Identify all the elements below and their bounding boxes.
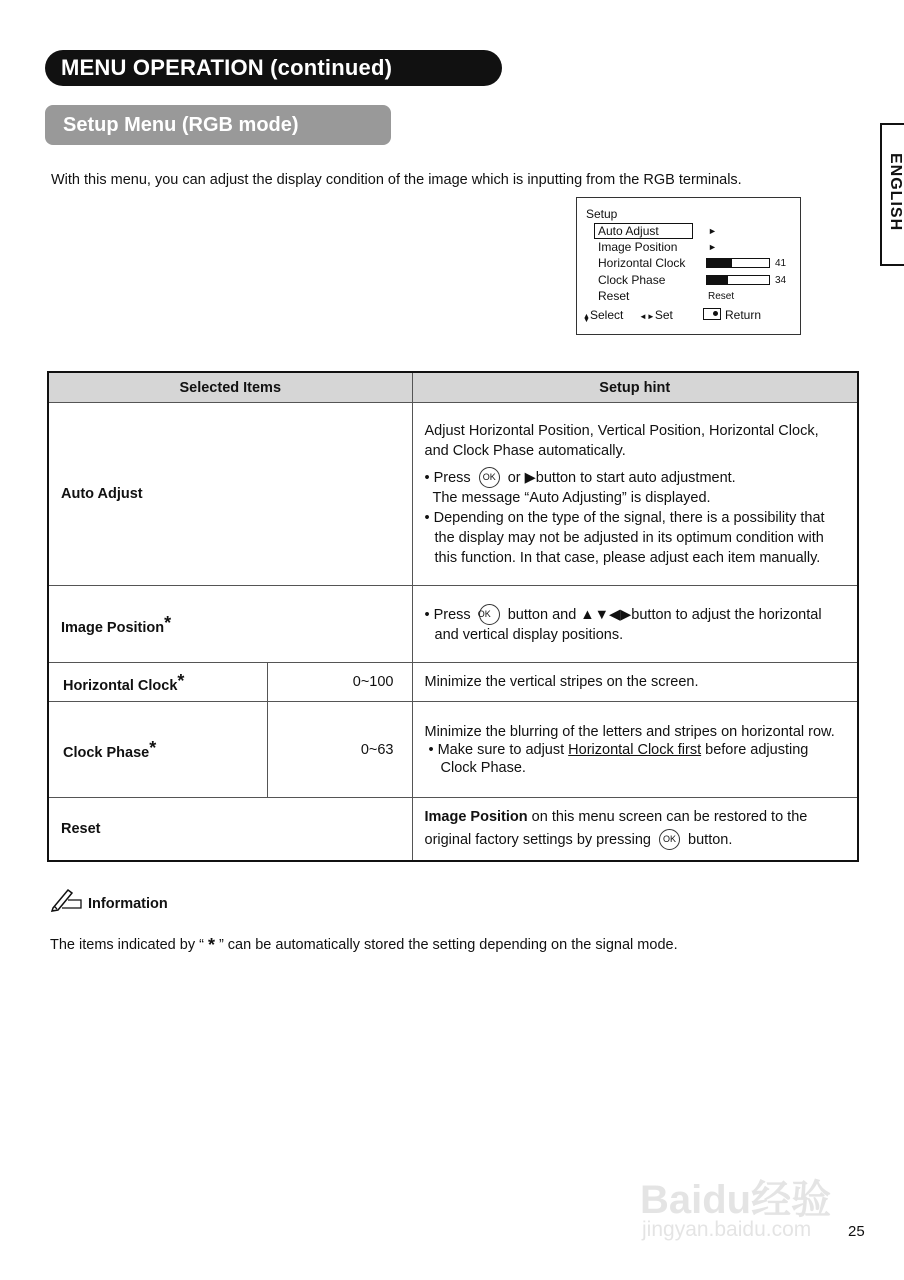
- asterisk-mark: *: [164, 612, 172, 633]
- information-heading-label: Information: [88, 896, 168, 912]
- osd-item-clock-phase: [594, 272, 787, 288]
- item-label: Horizontal Clock: [63, 677, 178, 694]
- intro-paragraph: With this menu, you can adjust the display condition of the image which is inputting from the RGB terminals.: [51, 172, 742, 188]
- osd-level-fill: [707, 259, 732, 267]
- hint-text: Adjust Horizontal Position, Vertical Position, Horizontal Clock, and Clock Phase automatically.: [424, 422, 819, 459]
- hint-text: before adjusting Clock Phase.: [440, 741, 809, 776]
- hint-text: The message “Auto Adjusting” is displayed.: [432, 489, 711, 506]
- hint-text: • Press: [424, 606, 471, 623]
- osd-level-bar: [706, 258, 770, 268]
- hint-underlined-text: Horizontal Clock first: [568, 741, 702, 758]
- osd-footer-select-label: Select: [590, 308, 624, 322]
- osd-item-label: Clock Phase: [598, 273, 666, 287]
- watermark-url: jingyan.baidu.com: [642, 1218, 812, 1241]
- osd-footer-set: [639, 308, 673, 322]
- hint-text: • Make sure to adjust: [428, 741, 569, 758]
- ok-button-icon: OK: [479, 604, 500, 625]
- range-horizontal-clock: 0~100: [267, 663, 412, 702]
- left-right-arrow-icon: ◄►: [639, 312, 655, 321]
- osd-title: Setup: [586, 207, 618, 221]
- subsection-title-banner: Setup Menu (RGB mode): [45, 105, 391, 145]
- asterisk-mark: *: [177, 670, 185, 691]
- hint-text: button and ▲▼◀▶button to adjust the horizontal and vertical display positions.: [434, 606, 822, 643]
- table-row-clock-phase: [48, 702, 858, 798]
- hint-bullet: • Depending on the type of the signal, there is a possibility that the display may not be adjusted in its optimum condition with this function. In that case, please adjust each item manually.: [424, 509, 825, 566]
- ok-button-icon: OK: [659, 829, 680, 850]
- hint-text: Minimize the blurring of the letters and stripes on horizontal row.: [424, 723, 835, 740]
- osd-arrow-right-icon: ►: [708, 242, 717, 252]
- osd-setup-menu: [576, 197, 801, 335]
- table-row-reset: [48, 798, 858, 862]
- osd-footer-return-label: Return: [725, 308, 762, 322]
- item-label: Image Position: [61, 619, 165, 636]
- table-header-row: [48, 372, 858, 403]
- up-down-arrow-icon: ▲▼: [583, 313, 590, 321]
- range-clock-phase: 0~63: [267, 702, 412, 798]
- page-number: 25: [848, 1223, 865, 1240]
- header-setup-hint: Setup hint: [412, 372, 858, 403]
- hint-bullet: [425, 467, 846, 488]
- item-image-position: [48, 586, 412, 663]
- hint-text: button.: [688, 832, 733, 848]
- hint-horizontal-clock: Minimize the vertical stripes on the screen.: [412, 663, 858, 702]
- baidu-watermark: [640, 1148, 850, 1248]
- return-button-icon: [703, 308, 721, 320]
- osd-arrow-right-icon: ►: [708, 226, 717, 236]
- hint-text: • Press: [424, 469, 471, 486]
- item-clock-phase: [48, 702, 267, 798]
- hint-reset: [412, 798, 858, 862]
- osd-item-reset: [594, 288, 784, 304]
- osd-item-label: Reset: [598, 289, 630, 303]
- asterisk-mark: *: [149, 738, 157, 758]
- language-tab-label: ENGLISH: [887, 153, 904, 232]
- osd-level-value: 34: [775, 275, 787, 286]
- info-text: The items indicated by “: [50, 937, 204, 953]
- hint-image-position: [412, 586, 858, 663]
- table-row-horizontal-clock: [48, 663, 858, 702]
- osd-level-fill: [707, 276, 728, 284]
- asterisk-mark: *: [207, 935, 215, 955]
- item-label: Clock Phase: [63, 745, 150, 761]
- info-text: ” can be automatically stored the setting depending on the signal mode.: [218, 937, 678, 953]
- hint-bold-text: Image Position: [424, 809, 528, 825]
- table-row-auto-adjust: [48, 403, 858, 586]
- osd-item-image-position: [594, 239, 784, 255]
- table-row-image-position: [48, 586, 858, 663]
- osd-item-label: Horizontal Clock: [598, 256, 686, 270]
- osd-item-label: Image Position: [598, 240, 678, 254]
- osd-item-label: Auto Adjust: [594, 223, 693, 239]
- header-selected-items: Selected Items: [48, 372, 412, 403]
- watermark-logo: Baidu经验: [640, 1178, 832, 1222]
- section-title-banner: MENU OPERATION (continued): [45, 50, 502, 86]
- item-reset: Reset: [48, 798, 412, 862]
- hint-text: on this menu screen can be restored to the original factory settings by pressing: [424, 809, 808, 848]
- osd-item-auto-adjust: [594, 223, 784, 239]
- hint-bullet: [425, 741, 846, 777]
- hint-clock-phase: [412, 702, 858, 798]
- information-heading: [50, 886, 168, 912]
- hint-auto-adjust: [412, 403, 858, 586]
- item-auto-adjust: Auto Adjust: [48, 403, 412, 586]
- osd-reset-action: Reset: [708, 291, 735, 302]
- osd-footer-return: [703, 308, 761, 322]
- osd-item-horizontal-clock: [594, 255, 787, 271]
- ok-button-icon: OK: [479, 467, 500, 488]
- osd-footer-select: [583, 308, 623, 322]
- osd-level-bar: [706, 275, 770, 285]
- pencil-note-icon: [50, 886, 84, 912]
- hint-bullet: [425, 604, 846, 645]
- language-tab: [880, 123, 904, 266]
- osd-level-value: 41: [775, 258, 787, 269]
- item-horizontal-clock: [48, 663, 267, 702]
- osd-footer-set-label: Set: [654, 308, 673, 322]
- hint-text: or ▶button to start auto adjustment.: [507, 469, 736, 486]
- information-text: [50, 935, 678, 956]
- settings-table: [47, 371, 859, 862]
